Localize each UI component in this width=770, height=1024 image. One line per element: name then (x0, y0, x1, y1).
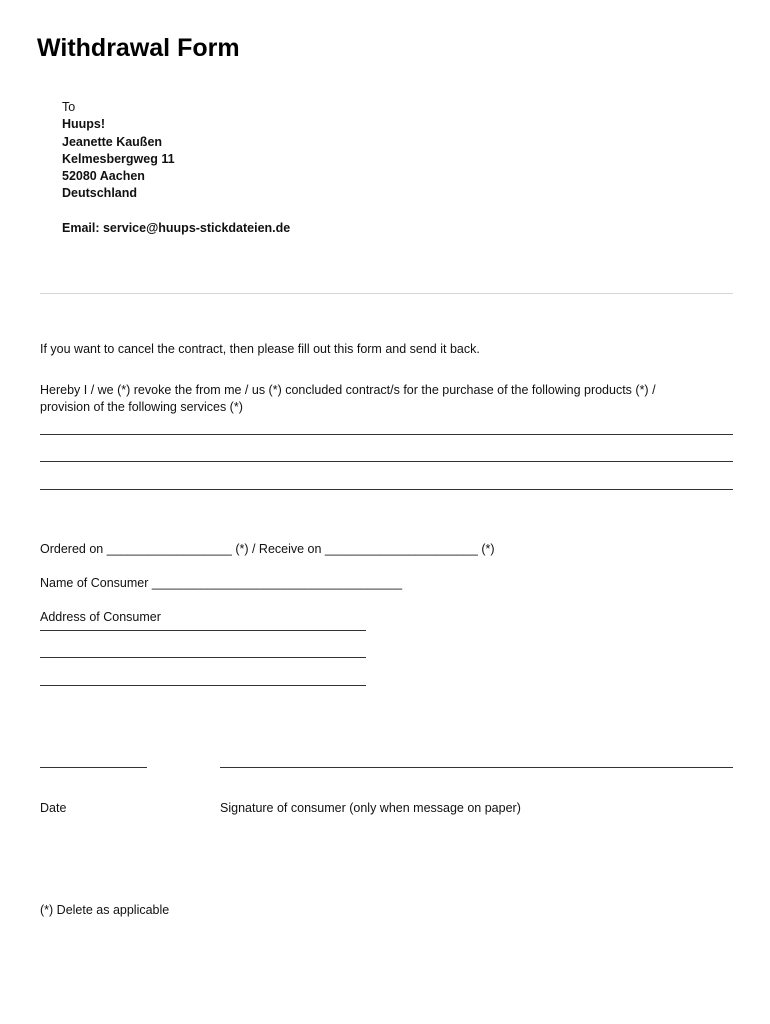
recipient-email: Email: service@huups-stickdateien.de (62, 220, 291, 235)
consumer-address-label: Address of Consumer (40, 610, 161, 624)
signature-line[interactable] (220, 767, 733, 768)
consumer-address-line-1[interactable] (40, 630, 366, 631)
recipient-street: Kelmesbergweg 11 (62, 151, 175, 166)
recipient-address-block (62, 99, 290, 237)
page-title: Withdrawal Form (37, 34, 240, 62)
date-line[interactable] (40, 767, 147, 768)
footnote: (*) Delete as applicable (40, 903, 170, 917)
recipient-country: Deutschland (62, 186, 138, 201)
revoke-statement-line-2: provision of the following services (*) (40, 399, 243, 414)
products-line-2[interactable] (40, 461, 733, 462)
products-line-3[interactable] (40, 489, 733, 490)
ordered-received-field[interactable]: Ordered on __________________ (*) / Receive on ______________________ (*) (40, 542, 495, 556)
recipient-to-label: To (62, 100, 76, 114)
revoke-statement (40, 382, 656, 415)
products-line-1[interactable] (40, 434, 733, 435)
signature-label: Signature of consumer (only when message on paper) (220, 801, 521, 815)
section-divider (40, 293, 733, 294)
intro-text: If you want to cancel the contract, then please fill out this form and send it back. (40, 342, 480, 356)
recipient-name: Jeanette Kaußen (62, 134, 163, 149)
consumer-name-field[interactable]: Name of Consumer ____________________________________ (40, 576, 403, 590)
revoke-statement-line-1: Hereby I / we (*) revoke the from me / us (*) concluded contract/s for the purchase of the following products (*) / (40, 383, 656, 397)
consumer-address-line-3[interactable] (40, 685, 366, 686)
date-label: Date (40, 801, 67, 815)
recipient-company: Huups! (62, 117, 106, 132)
consumer-address-line-2[interactable] (40, 657, 366, 658)
recipient-city: 52080 Aachen (62, 169, 145, 184)
